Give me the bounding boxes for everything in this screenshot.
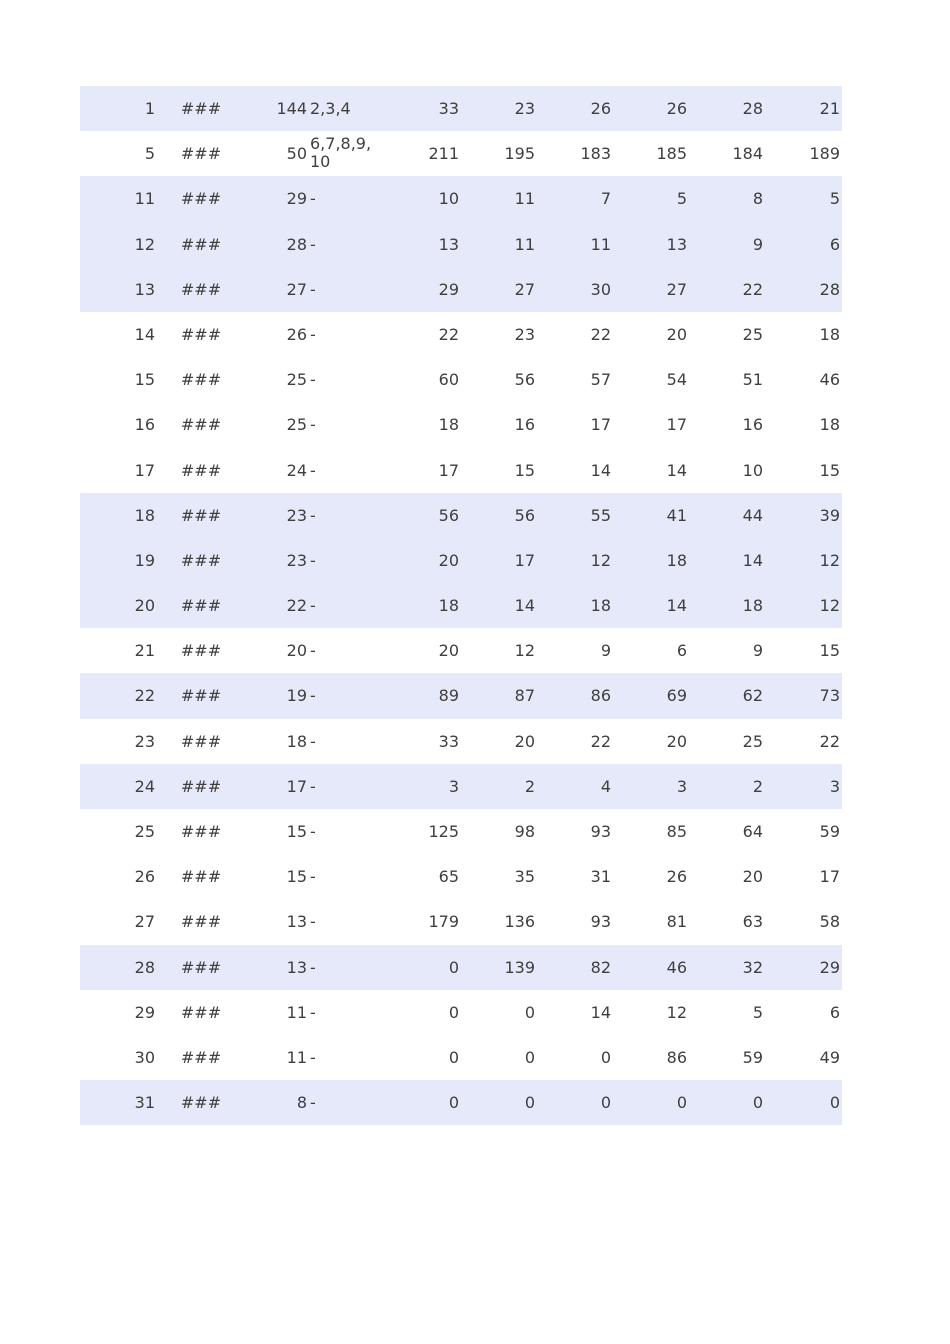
cell-col-8[interactable]: 12 xyxy=(666,1002,687,1022)
cell-count[interactable]: 13 xyxy=(286,912,307,932)
cell-row-id[interactable]: 25 xyxy=(134,822,155,841)
cell-group-list[interactable]: - xyxy=(310,822,316,841)
cell-row-id[interactable]: 19 xyxy=(134,550,155,570)
cell-col-5[interactable]: 18 xyxy=(438,596,459,616)
cell-count[interactable]: 50 xyxy=(286,144,307,164)
cell-col-7[interactable]: 22 xyxy=(590,324,611,344)
cell-col-7[interactable]: 14 xyxy=(590,460,611,480)
cell-col-8[interactable]: 26 xyxy=(666,867,687,887)
cell-col-10[interactable]: 12 xyxy=(819,596,840,616)
cell-col-8[interactable]: 185 xyxy=(656,144,687,164)
cell-col-6[interactable]: 35 xyxy=(514,867,535,887)
cell-col-9[interactable]: 10 xyxy=(742,460,763,480)
cell-col-10[interactable]: 46 xyxy=(819,370,840,390)
cell-col-6[interactable]: 2 xyxy=(524,776,535,796)
cell-col-8[interactable]: 18 xyxy=(666,550,687,570)
cell-date-overflow[interactable]: ### xyxy=(180,99,222,118)
cell-col-10[interactable]: 5 xyxy=(829,189,840,209)
cell-col-8[interactable]: 20 xyxy=(666,324,687,344)
cell-date-overflow[interactable]: ### xyxy=(180,912,222,932)
cell-col-7[interactable]: 55 xyxy=(590,505,611,525)
cell-group-list[interactable]: - xyxy=(310,596,316,616)
table-row xyxy=(80,267,842,312)
cell-row-id[interactable]: 5 xyxy=(144,144,155,164)
cell-col-5[interactable]: 0 xyxy=(448,1093,459,1113)
cell-col-9[interactable]: 16 xyxy=(742,415,763,435)
cell-col-6[interactable]: 16 xyxy=(514,415,535,435)
cell-col-10[interactable]: 58 xyxy=(819,912,840,932)
cell-row-id[interactable]: 23 xyxy=(134,731,155,751)
table-row xyxy=(80,809,842,854)
cell-col-7[interactable]: 4 xyxy=(600,776,611,796)
cell-col-7[interactable]: 9 xyxy=(600,641,611,661)
cell-col-6[interactable]: 23 xyxy=(514,99,535,118)
table-row xyxy=(80,1035,842,1080)
cell-count[interactable]: 23 xyxy=(286,550,307,570)
table-row xyxy=(80,990,842,1035)
cell-col-7[interactable]: 82 xyxy=(590,957,611,977)
cell-date-overflow[interactable]: ### xyxy=(180,144,222,164)
cell-row-id[interactable]: 14 xyxy=(134,324,155,344)
cell-col-6[interactable]: 11 xyxy=(514,189,535,209)
cell-col-6[interactable]: 12 xyxy=(514,641,535,661)
cell-count[interactable]: 11 xyxy=(286,1047,307,1067)
cell-col-9[interactable]: 44 xyxy=(742,505,763,525)
cell-date-overflow[interactable]: ### xyxy=(180,279,222,299)
cell-count[interactable]: 15 xyxy=(286,867,307,887)
cell-col-8[interactable]: 27 xyxy=(666,279,687,299)
cell-col-5[interactable]: 18 xyxy=(438,415,459,435)
cell-date-overflow[interactable]: ### xyxy=(180,731,222,751)
table-row xyxy=(80,86,842,131)
cell-col-7[interactable]: 93 xyxy=(590,822,611,841)
cell-col-8[interactable]: 54 xyxy=(666,370,687,390)
cell-col-7[interactable]: 57 xyxy=(590,370,611,390)
cell-col-9[interactable]: 0 xyxy=(752,1093,763,1113)
cell-col-10[interactable]: 21 xyxy=(819,99,840,118)
cell-group-list[interactable]: - xyxy=(310,460,316,480)
cell-date-overflow[interactable]: ### xyxy=(180,189,222,209)
cell-col-9[interactable]: 22 xyxy=(742,279,763,299)
cell-col-7[interactable]: 7 xyxy=(600,189,611,209)
cell-group-list[interactable]: - xyxy=(310,370,316,390)
cell-col-8[interactable]: 85 xyxy=(666,822,687,841)
table-row xyxy=(80,222,842,267)
cell-col-10[interactable]: 18 xyxy=(819,415,840,435)
table-row xyxy=(80,538,842,583)
cell-count[interactable]: 25 xyxy=(286,415,307,435)
cell-col-10[interactable]: 29 xyxy=(819,957,840,977)
cell-col-6[interactable]: 87 xyxy=(514,686,535,706)
cell-col-6[interactable]: 11 xyxy=(514,234,535,254)
cell-col-8[interactable]: 14 xyxy=(666,596,687,616)
cell-col-7[interactable]: 30 xyxy=(590,279,611,299)
cell-row-id[interactable]: 20 xyxy=(134,596,155,616)
cell-row-id[interactable]: 13 xyxy=(134,279,155,299)
cell-group-list[interactable]: - xyxy=(310,324,316,344)
cell-col-7[interactable]: 22 xyxy=(590,731,611,751)
cell-col-9[interactable]: 59 xyxy=(742,1047,763,1067)
cell-col-8[interactable]: 46 xyxy=(666,957,687,977)
table-row xyxy=(80,719,842,764)
cell-col-10[interactable]: 6 xyxy=(829,234,840,254)
cell-col-7[interactable]: 26 xyxy=(590,99,611,118)
cell-col-9[interactable]: 32 xyxy=(742,957,763,977)
cell-col-8[interactable]: 6 xyxy=(676,641,687,661)
cell-col-5[interactable]: 211 xyxy=(428,144,459,164)
cell-col-9[interactable]: 28 xyxy=(742,99,763,118)
cell-group-list[interactable]: - xyxy=(310,957,316,977)
cell-count[interactable]: 19 xyxy=(286,686,307,706)
cell-col-6[interactable]: 98 xyxy=(514,822,535,841)
table-row xyxy=(80,493,842,538)
cell-col-7[interactable]: 12 xyxy=(590,550,611,570)
table-row xyxy=(80,312,842,357)
cell-count[interactable]: 29 xyxy=(286,189,307,209)
cell-col-8[interactable]: 17 xyxy=(666,415,687,435)
cell-date-overflow[interactable]: ### xyxy=(180,867,222,887)
cell-col-9[interactable]: 14 xyxy=(742,550,763,570)
cell-col-6[interactable]: 0 xyxy=(524,1093,535,1113)
cell-date-overflow[interactable]: ### xyxy=(180,460,222,480)
table-row xyxy=(80,357,842,402)
cell-count[interactable]: 15 xyxy=(286,822,307,841)
cell-col-10[interactable]: 28 xyxy=(819,279,840,299)
cell-col-6[interactable]: 23 xyxy=(514,324,535,344)
cell-col-10[interactable]: 17 xyxy=(819,867,840,887)
cell-col-6[interactable]: 195 xyxy=(504,144,535,164)
cell-row-id[interactable]: 17 xyxy=(134,460,155,480)
cell-count[interactable]: 27 xyxy=(286,279,307,299)
cell-count[interactable]: 13 xyxy=(286,957,307,977)
cell-group-list[interactable]: - xyxy=(310,641,316,661)
cell-group-list[interactable]: - xyxy=(310,731,316,751)
cell-col-6[interactable]: 27 xyxy=(514,279,535,299)
cell-col-7[interactable]: 18 xyxy=(590,596,611,616)
cell-col-5[interactable]: 89 xyxy=(438,686,459,706)
cell-row-id[interactable]: 29 xyxy=(134,1002,155,1022)
cell-col-5[interactable]: 20 xyxy=(438,550,459,570)
cell-col-7[interactable]: 11 xyxy=(590,234,611,254)
table-row xyxy=(80,1080,842,1125)
cell-group-list[interactable]: - xyxy=(310,1002,316,1022)
cell-date-overflow[interactable]: ### xyxy=(180,776,222,796)
cell-row-id[interactable]: 26 xyxy=(134,867,155,887)
cell-row-id[interactable]: 15 xyxy=(134,370,155,390)
cell-col-7[interactable]: 0 xyxy=(600,1047,611,1067)
table-row xyxy=(80,945,842,990)
cell-date-overflow[interactable]: ### xyxy=(180,370,222,390)
cell-col-5[interactable]: 0 xyxy=(448,957,459,977)
cell-group-list[interactable]: - xyxy=(310,912,316,932)
cell-group-list[interactable]: - xyxy=(310,279,316,299)
table-row xyxy=(80,131,842,176)
cell-col-8[interactable]: 41 xyxy=(666,505,687,525)
cell-count[interactable]: 28 xyxy=(286,234,307,254)
cell-col-6[interactable]: 0 xyxy=(524,1002,535,1022)
cell-col-6[interactable]: 56 xyxy=(514,370,535,390)
cell-group-list[interactable]: - xyxy=(310,415,316,435)
cell-date-overflow[interactable]: ### xyxy=(180,641,222,661)
cell-date-overflow[interactable]: ### xyxy=(180,505,222,525)
cell-col-5[interactable]: 0 xyxy=(448,1047,459,1067)
cell-col-8[interactable]: 5 xyxy=(676,189,687,209)
cell-col-8[interactable]: 20 xyxy=(666,731,687,751)
cell-row-id[interactable]: 1 xyxy=(144,99,155,118)
cell-count[interactable]: 8 xyxy=(296,1093,307,1113)
table-row xyxy=(80,764,842,809)
table-row xyxy=(80,628,842,673)
cell-col-7[interactable]: 93 xyxy=(590,912,611,932)
cell-col-5[interactable]: 125 xyxy=(428,822,459,841)
cell-col-9[interactable]: 20 xyxy=(742,867,763,887)
cell-group-list[interactable]: - xyxy=(310,234,316,254)
cell-col-8[interactable]: 13 xyxy=(666,234,687,254)
cell-col-9[interactable]: 62 xyxy=(742,686,763,706)
cell-date-overflow[interactable]: ### xyxy=(180,686,222,706)
cell-group-list[interactable]: - xyxy=(310,1093,316,1113)
cell-col-8[interactable]: 86 xyxy=(666,1047,687,1067)
cell-group-list[interactable]: - xyxy=(310,867,316,887)
spreadsheet-table xyxy=(80,86,842,1125)
cell-col-5[interactable]: 17 xyxy=(438,460,459,480)
cell-col-9[interactable]: 63 xyxy=(742,912,763,932)
cell-col-5[interactable]: 33 xyxy=(438,99,459,118)
cell-date-overflow[interactable]: ### xyxy=(180,550,222,570)
cell-group-list[interactable]: 6,7,8,9, 10 xyxy=(310,134,372,172)
cell-col-9[interactable]: 8 xyxy=(752,189,763,209)
table-row xyxy=(80,402,842,447)
cell-col-6[interactable]: 17 xyxy=(514,550,535,570)
cell-col-7[interactable]: 31 xyxy=(590,867,611,887)
table-row xyxy=(80,583,842,628)
cell-col-10[interactable]: 15 xyxy=(819,641,840,661)
cell-col-9[interactable]: 18 xyxy=(742,596,763,616)
cell-col-6[interactable]: 20 xyxy=(514,731,535,751)
cell-col-9[interactable]: 9 xyxy=(752,641,763,661)
cell-row-id[interactable]: 30 xyxy=(134,1047,155,1067)
cell-group-list[interactable]: - xyxy=(310,686,316,706)
table-row xyxy=(80,899,842,944)
cell-col-5[interactable]: 13 xyxy=(438,234,459,254)
table-row xyxy=(80,673,842,718)
table-row xyxy=(80,176,842,221)
cell-date-overflow[interactable]: ### xyxy=(180,1002,222,1022)
cell-col-10[interactable]: 59 xyxy=(819,822,840,841)
cell-col-8[interactable]: 0 xyxy=(676,1093,687,1113)
cell-col-6[interactable]: 56 xyxy=(514,505,535,525)
cell-date-overflow[interactable]: ### xyxy=(180,822,222,841)
cell-col-5[interactable]: 3 xyxy=(448,776,459,796)
cell-group-list[interactable]: - xyxy=(310,505,316,525)
cell-col-5[interactable]: 60 xyxy=(438,370,459,390)
cell-col-9[interactable]: 25 xyxy=(742,324,763,344)
cell-row-id[interactable]: 11 xyxy=(134,189,155,209)
cell-date-overflow[interactable]: ### xyxy=(180,1047,222,1067)
cell-col-10[interactable]: 49 xyxy=(819,1047,840,1067)
cell-col-7[interactable]: 14 xyxy=(590,1002,611,1022)
cell-group-list[interactable]: - xyxy=(310,189,316,209)
cell-col-6[interactable]: 136 xyxy=(504,912,535,932)
cell-col-5[interactable]: 10 xyxy=(438,189,459,209)
cell-count[interactable]: 23 xyxy=(286,505,307,525)
table-row xyxy=(80,448,842,493)
cell-col-10[interactable]: 18 xyxy=(819,324,840,344)
cell-col-8[interactable]: 26 xyxy=(666,99,687,118)
cell-row-id[interactable]: 18 xyxy=(134,505,155,525)
cell-col-10[interactable]: 12 xyxy=(819,550,840,570)
cell-count[interactable]: 11 xyxy=(286,1002,307,1022)
cell-count[interactable]: 20 xyxy=(286,641,307,661)
cell-col-9[interactable]: 5 xyxy=(752,1002,763,1022)
cell-group-list[interactable]: - xyxy=(310,1047,316,1067)
cell-count[interactable]: 24 xyxy=(286,460,307,480)
cell-col-5[interactable]: 20 xyxy=(438,641,459,661)
cell-count[interactable]: 25 xyxy=(286,370,307,390)
cell-col-5[interactable]: 0 xyxy=(448,1002,459,1022)
cell-row-id[interactable]: 22 xyxy=(134,686,155,706)
cell-col-8[interactable]: 3 xyxy=(676,776,687,796)
cell-col-10[interactable]: 73 xyxy=(819,686,840,706)
cell-col-9[interactable]: 9 xyxy=(752,234,763,254)
table-row xyxy=(80,854,842,899)
cell-row-id[interactable]: 28 xyxy=(134,957,155,977)
cell-row-id[interactable]: 24 xyxy=(134,776,155,796)
cell-group-list[interactable]: - xyxy=(310,776,316,796)
cell-col-9[interactable]: 64 xyxy=(742,822,763,841)
cell-col-10[interactable]: 3 xyxy=(829,776,840,796)
cell-col-8[interactable]: 81 xyxy=(666,912,687,932)
cell-col-5[interactable]: 56 xyxy=(438,505,459,525)
cell-col-6[interactable]: 15 xyxy=(514,460,535,480)
cell-count[interactable]: 22 xyxy=(286,596,307,616)
cell-row-id[interactable]: 21 xyxy=(134,641,155,661)
cell-col-5[interactable]: 33 xyxy=(438,731,459,751)
cell-col-10[interactable]: 189 xyxy=(809,144,840,164)
cell-col-10[interactable]: 6 xyxy=(829,1002,840,1022)
cell-col-8[interactable]: 69 xyxy=(666,686,687,706)
cell-col-10[interactable]: 39 xyxy=(819,505,840,525)
cell-date-overflow[interactable]: ### xyxy=(180,1093,222,1113)
cell-row-id[interactable]: 16 xyxy=(134,415,155,435)
cell-count[interactable]: 18 xyxy=(286,731,307,751)
cell-col-5[interactable]: 179 xyxy=(428,912,459,932)
cell-col-10[interactable]: 15 xyxy=(819,460,840,480)
cell-col-7[interactable]: 183 xyxy=(580,144,611,164)
cell-col-5[interactable]: 29 xyxy=(438,279,459,299)
cell-group-list[interactable]: 2,3,4 xyxy=(310,99,351,118)
cell-date-overflow[interactable]: ### xyxy=(180,324,222,344)
cell-col-9[interactable]: 2 xyxy=(752,776,763,796)
cell-col-6[interactable]: 139 xyxy=(504,957,535,977)
cell-date-overflow[interactable]: ### xyxy=(180,234,222,254)
cell-group-list[interactable]: - xyxy=(310,550,316,570)
cell-col-10[interactable]: 22 xyxy=(819,731,840,751)
cell-row-id[interactable]: 27 xyxy=(134,912,155,932)
cell-col-8[interactable]: 14 xyxy=(666,460,687,480)
cell-col-7[interactable]: 0 xyxy=(600,1093,611,1113)
cell-col-5[interactable]: 22 xyxy=(438,324,459,344)
cell-col-5[interactable]: 65 xyxy=(438,867,459,887)
cell-col-9[interactable]: 51 xyxy=(742,370,763,390)
cell-col-6[interactable]: 0 xyxy=(524,1047,535,1067)
cell-count[interactable]: 26 xyxy=(286,324,307,344)
cell-col-7[interactable]: 86 xyxy=(590,686,611,706)
cell-col-6[interactable]: 14 xyxy=(514,596,535,616)
cell-col-9[interactable]: 184 xyxy=(732,144,763,164)
cell-col-7[interactable]: 17 xyxy=(590,415,611,435)
cell-col-9[interactable]: 25 xyxy=(742,731,763,751)
cell-date-overflow[interactable]: ### xyxy=(180,957,222,977)
cell-row-id[interactable]: 31 xyxy=(134,1093,155,1113)
cell-row-id[interactable]: 12 xyxy=(134,234,155,254)
cell-col-10[interactable]: 0 xyxy=(829,1093,840,1113)
cell-count[interactable]: 144 xyxy=(276,99,307,118)
cell-date-overflow[interactable]: ### xyxy=(180,415,222,435)
cell-date-overflow[interactable]: ### xyxy=(180,596,222,616)
cell-count[interactable]: 17 xyxy=(286,776,307,796)
